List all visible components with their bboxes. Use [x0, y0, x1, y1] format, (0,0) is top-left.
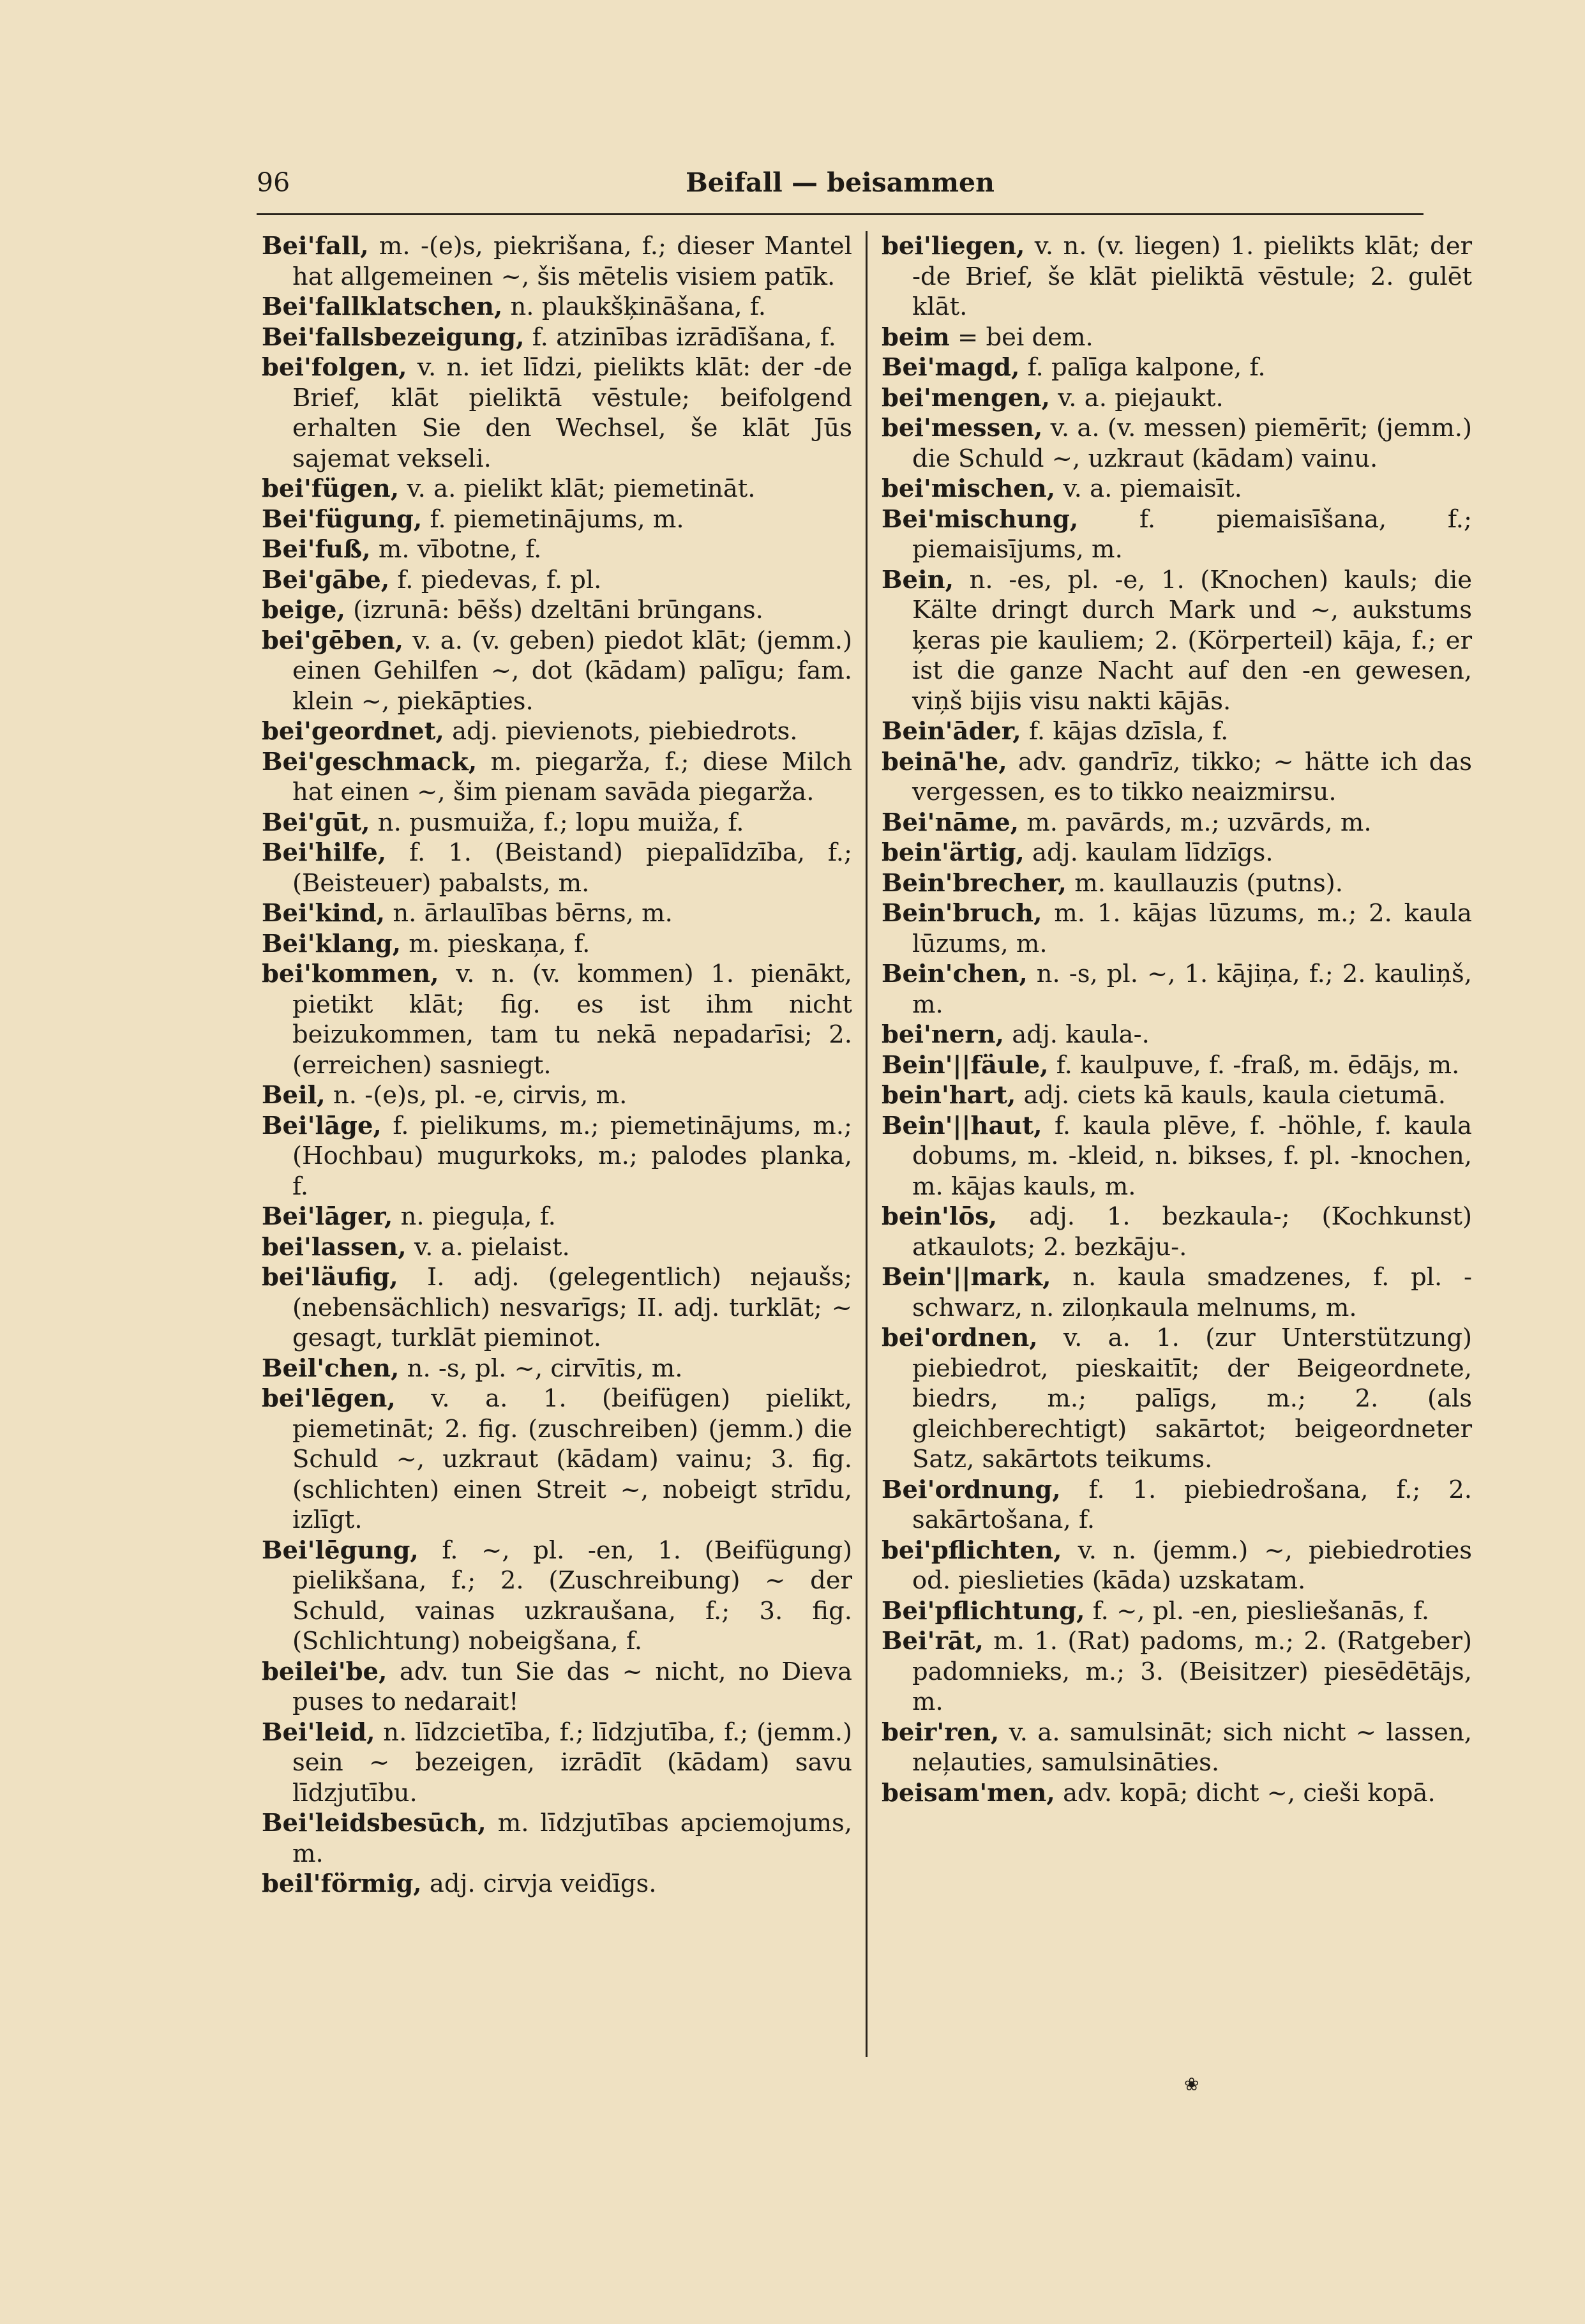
entry-headword: bei'nern, — [882, 1020, 1004, 1049]
dictionary-entry — [262, 808, 852, 838]
entry-definition: m. līdzjutības apciemojums, m. — [292, 1809, 852, 1868]
entry-headword: Bei'geschmack, — [262, 747, 477, 776]
entry-definition: n. kaula smadzenes, f. pl. -schwarz, n. ziloņkaula melnums, m. — [912, 1263, 1472, 1322]
entry-definition: n. -es, pl. -e, 1. (Knochen) kauls; die Kälte dringt durch Mark und ~, aukstums ķeras pie kauliem; 2. (Körperteil) kāja, f.; er ist die ganze Nacht auf den -en gewesen, viņš bijis visu nakti kājās. — [912, 565, 1472, 716]
entry-definition: n. -s, pl. ~, 1. kājiņa, f.; 2. kauliņš, m. — [912, 960, 1472, 1019]
running-head: Beifall — beisammen — [686, 167, 995, 198]
entry-headword: Bein'||mark, — [882, 1263, 1051, 1292]
entry-headword: beinā'he, — [882, 747, 1007, 776]
dictionary-entry — [262, 898, 852, 929]
entry-headword: Bei'nāme, — [882, 808, 1019, 837]
dictionary-entry — [262, 1202, 852, 1232]
dictionary-entry — [882, 504, 1472, 565]
page-header — [257, 167, 1423, 206]
entry-definition: n. pieguļa, f. — [400, 1202, 556, 1231]
entry-definition: I. adj. (gelegentlich) nejaušs; (nebensächlich) nesvarīgs; II. adj. turklāt; ~ gesagt, turklāt pieminot. — [292, 1263, 852, 1352]
dictionary-entry — [882, 1202, 1472, 1262]
entry-headword: Bei'kind, — [262, 899, 386, 928]
dictionary-entry — [882, 1778, 1472, 1809]
dictionary-entry — [882, 838, 1472, 868]
entry-headword: beim — [882, 322, 950, 352]
entry-definition: adv. gandrīz, tikko; ~ hätte ich das vergessen, es to tikko neaizmirsu. — [912, 747, 1472, 806]
entry-headword: Bein, — [882, 565, 954, 594]
entry-definition: f. atzinības izrādīšana, f. — [532, 322, 836, 352]
entry-definition: v. n. iet līdzi, pielikts klāt: der -de Brief, klāt pieliktā vēstule; beifolgend erhalten Sie den Wechsel, še klāt Jūs sajemat vekseli. — [292, 353, 852, 473]
entry-headword: Bei'fallsbezeigung, — [262, 322, 525, 352]
entry-definition: m. kaullauzis (putns). — [1074, 868, 1343, 898]
dictionary-entry — [262, 504, 852, 535]
entry-definition: adj. pievienots, piebiedrots. — [452, 717, 798, 746]
dictionary-entry — [262, 1354, 852, 1384]
ornament-mark: ❀ — [1184, 2074, 1199, 2095]
entry-definition: n. -(e)s, pl. -e, cirvis, m. — [333, 1081, 627, 1110]
entry-headword: bei'pflichten, — [882, 1535, 1062, 1565]
entry-definition: v. a. piemaisīt. — [1063, 474, 1242, 503]
entry-headword: Bein'||fäule, — [882, 1050, 1049, 1080]
entry-definition: v. n. (v. kommen) 1. pienākt, pietikt klāt; fig. es ist ihm nicht beizukommen, tam tu nekā nepadarīsi; 2. (erreichen) sasniegt. — [292, 960, 852, 1080]
entry-headword: bei'fügen, — [262, 474, 400, 503]
entry-headword: beil'förmig, — [262, 1869, 422, 1898]
entry-definition: adj. kaulam līdzīgs. — [1032, 838, 1273, 867]
entry-headword: beir'ren, — [882, 1717, 1000, 1747]
entry-definition: f. ~, pl. -en, piesliešanās, f. — [1092, 1596, 1430, 1626]
entry-definition: m. -(e)s, piekrišana, f.; dieser Mantel hat allgemeinen ~, šis mētelis visiem patīk. — [292, 232, 852, 291]
entry-headword: Bei'ordnung, — [882, 1475, 1061, 1504]
dictionary-entry — [262, 959, 852, 1080]
dictionary-entry — [262, 1717, 852, 1809]
dictionary-entry — [882, 1262, 1472, 1323]
entry-definition: m. 1. (Rat) padoms, m.; 2. (Ratgeber) padomnieks, m.; 3. (Beisitzer) piesēdētājs, m. — [912, 1627, 1472, 1716]
entry-headword: bei'gēben, — [262, 626, 404, 655]
entry-definition: v. a. (v. geben) piedot klāt; (jemm.) einen Gehilfen ~, dot (kādam) palīgu; fam. klein ~, piekāpties. — [292, 626, 852, 716]
dictionary-entry — [262, 534, 852, 565]
entry-definition: v. a. pielikt klāt; piemetināt. — [407, 474, 756, 503]
entry-definition: m. 1. kājas lūzums, m.; 2. kaula lūzums, m. — [912, 899, 1472, 958]
entry-headword: Bei'hilfe, — [262, 838, 387, 867]
entry-headword: beilei'be, — [262, 1657, 387, 1686]
entry-definition: n. līdzcietība, f.; līdzjutība, f.; (jemm.) sein ~ bezeigen, izrādīt (kādam) savu līdzjutību. — [292, 1717, 852, 1807]
entry-headword: bein'hart, — [882, 1081, 1016, 1110]
dictionary-entry — [882, 1535, 1472, 1596]
entry-headword: Bein'||haut, — [882, 1111, 1042, 1140]
entry-definition: f. kaula plēve, f. -höhle, f. kaula dobums, m. -kleid, n. bikses, f. pl. -knochen, m. kājas kauls, m. — [912, 1111, 1473, 1201]
entry-definition: n. pusmuiža, f.; lopu muiža, f. — [377, 808, 744, 837]
dictionary-entry — [882, 352, 1472, 383]
entry-definition: f. ~, pl. -en, 1. (Beifügung) pielikšana, f.; 2. (Zuschreibung) ~ der Schuld, vainas uzkraušana, f.; 3. fig. (Schlichtung) nobeigšana, f. — [292, 1535, 852, 1656]
entry-definition: v. n. (jemm.) ~, piebiedroties od. pieslieties (kāda) uzskatam. — [912, 1535, 1472, 1595]
dictionary-entry — [262, 1232, 852, 1263]
dictionary-entry — [262, 565, 852, 596]
dictionary-entry — [262, 1657, 852, 1717]
dictionary-entry — [882, 1626, 1472, 1717]
dictionary-entry — [882, 898, 1472, 959]
dictionary-entry — [262, 716, 852, 747]
entry-definition: v. a. 1. (zur Unterstützung) piebiedrot, pieskaitīt; der Beigeordnete, biedrs, m.; palīgs, m.; 2. (als gleichberechtigt) sakārtot; beigeordneter Satz, sakārtots teikums. — [912, 1324, 1472, 1474]
entry-definition: n. plaukšķināšana, f. — [510, 292, 767, 321]
dictionary-entry — [262, 1262, 852, 1354]
dictionary-entry — [262, 1111, 852, 1202]
dictionary-entry — [262, 352, 852, 474]
dictionary-entry — [262, 292, 852, 322]
entry-definition: f. piedevas, f. pl. — [397, 565, 602, 594]
dictionary-entry — [262, 747, 852, 808]
dictionary-entry — [882, 231, 1472, 322]
entry-definition: f. piemetinājums, m. — [430, 504, 684, 534]
entry-definition: adv. kopā; dicht ~, cieši kopā. — [1063, 1778, 1436, 1807]
entry-headword: Bei'magd, — [882, 353, 1020, 382]
entry-definition: = bei dem. — [958, 322, 1093, 352]
entry-headword: Bei'lāge, — [262, 1111, 382, 1140]
entry-headword: Bei'fall, — [262, 232, 369, 260]
entry-definition: adj. ciets kā kauls, kaula cietumā. — [1023, 1081, 1446, 1110]
dictionary-entry — [882, 868, 1472, 899]
entry-definition: v. a. (v. messen) piemērīt; (jemm.) die Schuld ~, uzkraut (kādam) vainu. — [912, 414, 1472, 473]
dictionary-entry — [262, 474, 852, 504]
dictionary-entry — [262, 1384, 852, 1535]
dictionary-entry — [262, 322, 852, 353]
dictionary-entry — [882, 959, 1472, 1020]
entry-headword: bei'liegen, — [882, 232, 1025, 260]
dictionary-entry — [882, 383, 1472, 414]
dictionary-entry — [882, 1717, 1472, 1778]
entry-headword: Bei'klang, — [262, 929, 402, 958]
entry-headword: Bei'gābe, — [262, 565, 390, 594]
page-number: 96 — [257, 167, 290, 198]
entry-headword: Bei'leid, — [262, 1717, 375, 1747]
entry-headword: Bein'brecher, — [882, 868, 1067, 898]
dictionary-entry — [882, 808, 1472, 838]
entry-definition: v. a. piejaukt. — [1058, 383, 1224, 412]
entry-definition: m. pieskaņa, f. — [409, 929, 590, 958]
dictionary-entry — [882, 474, 1472, 504]
entry-definition: f. kaulpuve, f. -fraß, m. ēdājs, m. — [1056, 1050, 1460, 1080]
dictionary-entry — [882, 1111, 1472, 1202]
header-rule — [257, 213, 1423, 215]
entry-definition: adj. cirvja veidīgs. — [429, 1869, 657, 1898]
entry-headword: Bei'pflichtung, — [882, 1596, 1085, 1626]
entry-definition: m. piegarža, f.; diese Milch hat einen ~, šim pienam savāda piegarža. — [292, 747, 852, 806]
entry-headword: Bei'fügung, — [262, 504, 423, 534]
entry-definition: (izrunā: bēšs) dzeltāni brūngans. — [353, 596, 763, 624]
entry-definition: m. vībotne, f. — [378, 535, 542, 564]
entry-headword: bei'geordnet, — [262, 717, 444, 746]
dictionary-entry — [262, 1808, 852, 1869]
entry-headword: bein'ärtig, — [882, 838, 1025, 867]
entry-headword: bein'lōs, — [882, 1202, 998, 1231]
entry-headword: bei'ordnen, — [882, 1324, 1038, 1352]
entry-definition: m. pavārds, m.; uzvārds, m. — [1026, 808, 1372, 837]
dictionary-entry — [882, 747, 1472, 808]
entry-headword: beisam'men, — [882, 1778, 1055, 1807]
entry-headword: bei'läufig, — [262, 1263, 398, 1292]
entry-headword: Bein'āder, — [882, 717, 1021, 746]
entry-headword: bei'folgen, — [262, 353, 407, 382]
dictionary-entry — [882, 1050, 1472, 1081]
entry-headword: beige, — [262, 596, 345, 624]
dictionary-entry — [262, 929, 852, 960]
dictionary-entry — [882, 1596, 1472, 1627]
entry-headword: Bei'fuß, — [262, 535, 371, 564]
dictionary-entry — [882, 1475, 1472, 1535]
entry-headword: bei'messen, — [882, 414, 1043, 442]
entry-definition: adv. tun Sie das ~ nicht, no Dieva puses to nedarait! — [292, 1657, 852, 1716]
dictionary-entry — [262, 231, 852, 292]
entry-headword: Bei'gūt, — [262, 808, 370, 837]
dictionary-entry — [262, 838, 852, 898]
entry-definition: adj. 1. bezkaula-; (Kochkunst) atkaulots; 2. bezkāju-. — [912, 1202, 1472, 1262]
column-divider — [866, 231, 868, 2057]
entry-headword: Bein'chen, — [882, 960, 1028, 988]
entry-headword: Bein'bruch, — [882, 899, 1042, 928]
entry-headword: Bei'lēgung, — [262, 1535, 419, 1565]
dictionary-entry — [882, 1080, 1472, 1111]
entry-headword: Bei'mischung, — [882, 504, 1079, 534]
entry-definition: f. 1. (Beistand) piepalīdzība, f.; (Beisteuer) pabalsts, m. — [292, 838, 852, 898]
entry-headword: Bei'leidsbesūch, — [262, 1809, 486, 1837]
entry-definition: v. a. pielaist. — [414, 1232, 570, 1262]
entry-definition: v. a. 1. (beifügen) pielikt, piemetināt; 2. fig. (zuschreiben) (jemm.) die Schuld ~, uzkraut (kādam) vainu; 3. fig. (schlichten) einen Streit ~, nobeigt strīdu, izlīgt. — [292, 1384, 852, 1534]
entry-definition: adj. kaula-. — [1012, 1020, 1150, 1049]
entry-headword: bei'kommen, — [262, 960, 439, 988]
entry-definition: n. ārlaulības bērns, m. — [393, 899, 673, 928]
entry-definition: n. -s, pl. ~, cirvītis, m. — [407, 1354, 683, 1383]
entry-headword: Bei'fallklatschen, — [262, 292, 503, 321]
dictionary-entry — [882, 565, 1472, 717]
entry-headword: bei'mengen, — [882, 383, 1050, 412]
entry-definition: f. 1. piebiedrošana, f.; 2. sakārtošana, f. — [912, 1475, 1472, 1534]
entry-definition: f. piemaisīšana, f.; piemaisījums, m. — [912, 504, 1472, 564]
left-column — [262, 231, 852, 1899]
entry-definition: v. a. samulsināt; sich nicht ~ lassen, neļauties, samulsināties. — [912, 1717, 1472, 1777]
dictionary-entry — [882, 322, 1472, 353]
dictionary-entry — [262, 626, 852, 717]
dictionary-entry — [262, 1080, 852, 1111]
entry-headword: Beil'chen, — [262, 1354, 400, 1383]
dictionary-entry — [882, 413, 1472, 474]
right-column — [882, 231, 1472, 1808]
entry-definition: f. pielikums, m.; piemetinājums, m.; (Hochbau) mugurkoks, m.; palodes planka, f. — [292, 1111, 852, 1201]
entry-headword: Bei'lāger, — [262, 1202, 393, 1231]
entry-definition: v. n. (v. liegen) 1. pielikts klāt; der -de Brief, še klāt pieliktā vēstule; 2. gulēt klāt. — [912, 232, 1473, 321]
dictionary-entry — [262, 595, 852, 626]
entry-headword: Beil, — [262, 1081, 326, 1110]
dictionary-entry — [262, 1535, 852, 1657]
dictionary-entry — [882, 1323, 1472, 1475]
entry-definition: f. palīga kalpone, f. — [1027, 353, 1266, 382]
entry-definition: f. kājas dzīsla, f. — [1028, 717, 1229, 746]
dictionary-entry — [882, 1020, 1472, 1050]
entry-headword: bei'mischen, — [882, 474, 1056, 503]
entry-headword: bei'lassen, — [262, 1232, 407, 1262]
entry-headword: bei'lēgen, — [262, 1384, 396, 1413]
dictionary-entry — [262, 1869, 852, 1899]
entry-headword: Bei'rāt, — [882, 1627, 984, 1656]
dictionary-entry — [882, 716, 1472, 747]
